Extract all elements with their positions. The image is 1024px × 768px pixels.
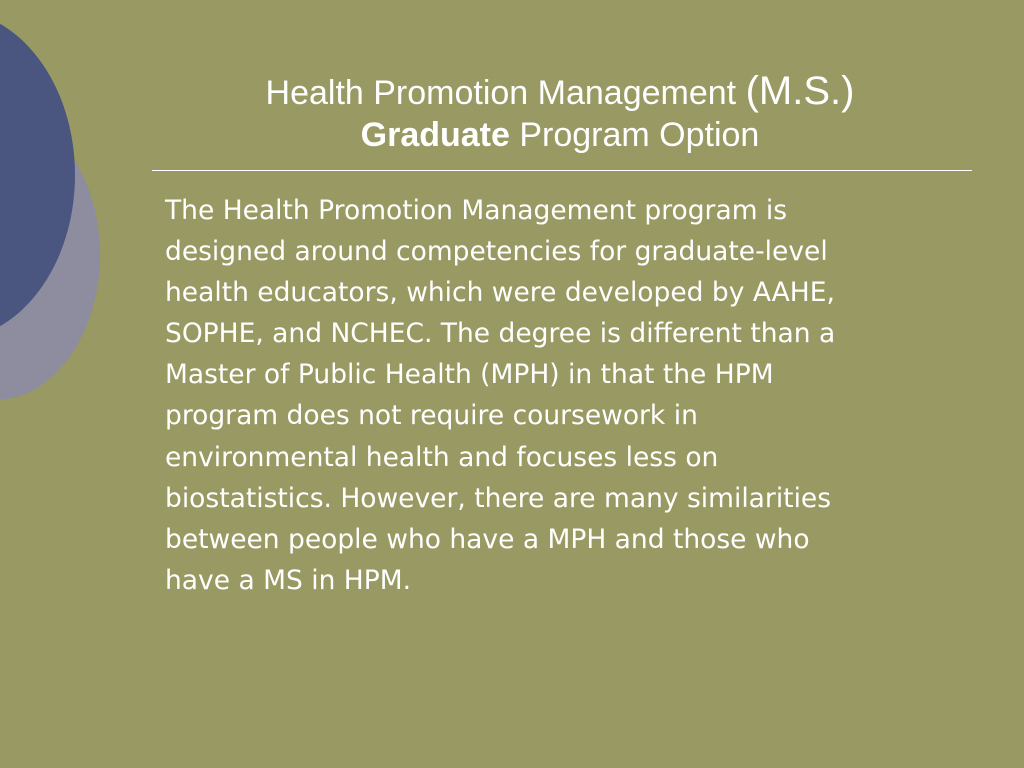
title-line-2 [160, 114, 960, 156]
title-divider [152, 170, 972, 171]
title-line-1 [160, 70, 960, 114]
title-graduate: Graduate [360, 116, 510, 154]
title-line-1-text: Health Promotion Management [265, 74, 746, 112]
title-line-2-text: Program Option [509, 116, 760, 154]
body-paragraph: The Health Promotion Management program is designed around competencies for graduate-level health educators, which were developed by AAHE, SOPHE, and NCHEC. The degree is different than a Master of Public Health (MPH) in that the HPM program does not require coursework in environmental health and focuses less on biostatistics. However, there are many similarities between people who have a MPH and those who have a MS in HPM. [165, 195, 836, 596]
slide-title [160, 70, 960, 156]
title-degree: (M.S.) [745, 69, 855, 113]
